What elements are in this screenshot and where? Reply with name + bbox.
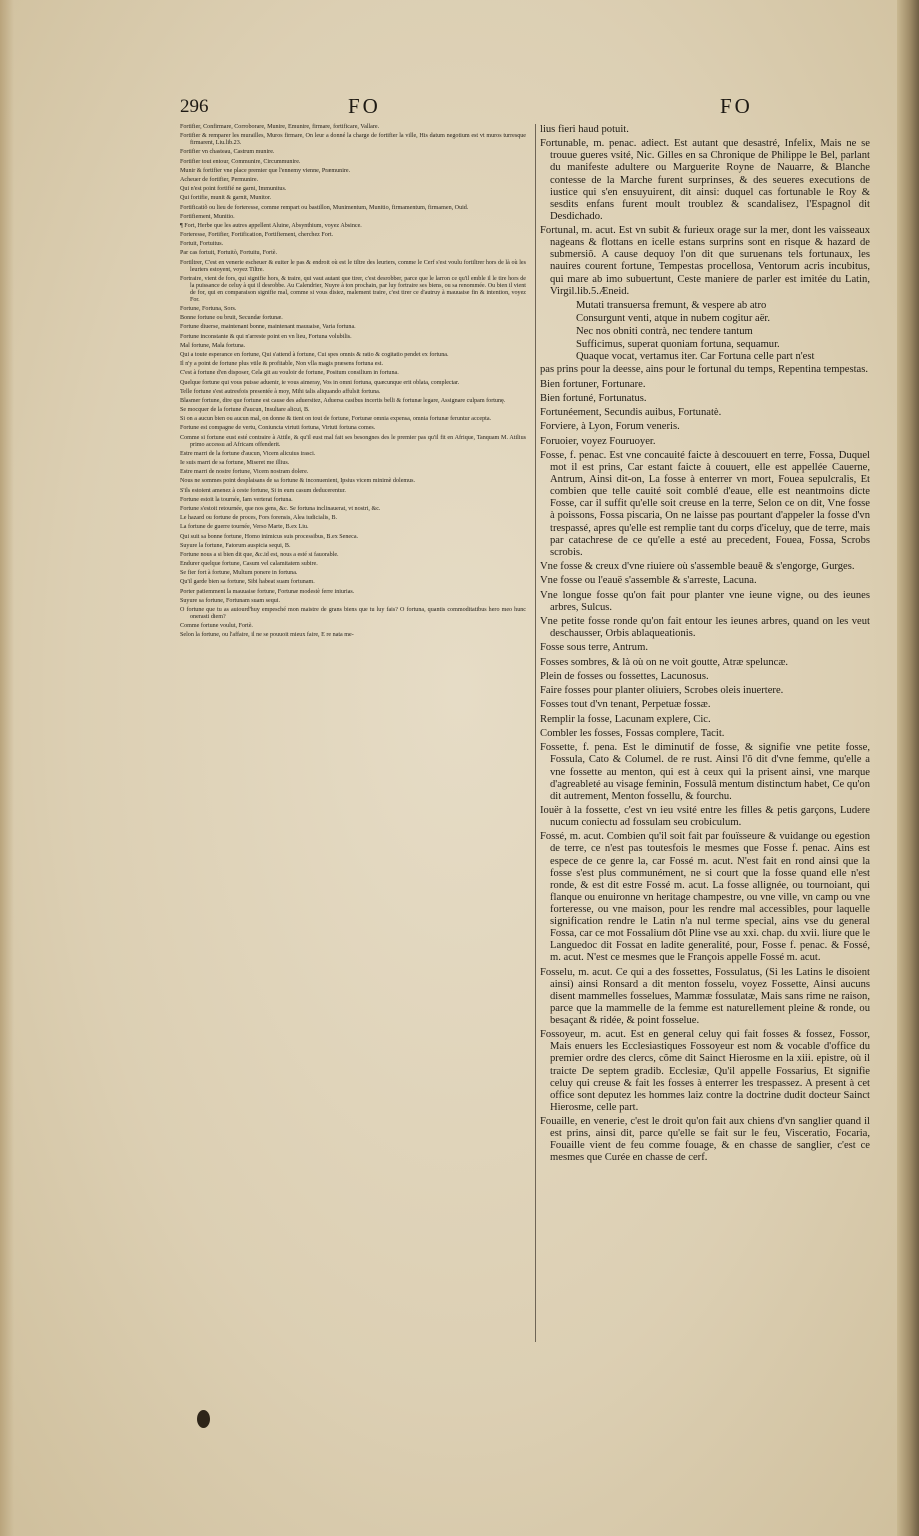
verse-line: Quaque vocat, vertamus iter. Car Fortuna celle part n'est [576, 351, 815, 363]
dictionary-entry: Faire fosses pour planter oliuiers, Scrobes oleis inuertere. [540, 685, 784, 697]
dictionary-entry: Fortunéement, Secundis auibus, Fortunatè. [540, 407, 722, 419]
dictionary-entry: Bien fortuner, Fortunare. [540, 378, 646, 390]
virgil-quotation [540, 300, 870, 364]
dictionary-entry: Estre marri de nostre fortune, Vicem nostram dolere. [180, 469, 309, 476]
verse-line: Consurgunt venti, atque in nubem cogitur aër. [576, 312, 770, 324]
page-edge-shadow [0, 0, 14, 1536]
dictionary-entry: ¶ Fort, Herbe que les autres appellent Aluine, Absynthium, voyez Absince. [180, 222, 362, 229]
dictionary-entry: Fortifier, Confirmare, Corroborare, Munire, Emunire, firmare, fortificare, Vallare. [180, 124, 380, 130]
dictionary-entry: Bonne fortune ou bruit, Secundæ fortunæ. [180, 315, 283, 322]
right-running-head: FO [720, 94, 753, 118]
dictionary-entry: Qui fortifie, munit & garnit, Munitor. [180, 195, 272, 202]
dictionary-entry: Se mocquer de la fortune d'aucun, Insultare alicui, B. [180, 407, 310, 414]
dictionary-entry: Comme si fortune eust esté contraire à Attile, & qu'il eust mal fait ses besongnes des le premier pas qu'il fit en Afrique, Tanquam M. Atilius primo accessu ad Africam offenderit. [180, 434, 526, 448]
dictionary-entry: Combler les fosses, Fossas complere, Tacit. [540, 728, 725, 740]
dictionary-entry: Bien fortuné, Fortunatus. [540, 392, 647, 404]
dictionary-entry: Fortune s'estoit retournée, que nos gens, &c. Se fortuna inclinauerat, vt nostri, &c. [180, 505, 381, 512]
dictionary-entry: Fortuit, Fortuitus. [180, 241, 224, 248]
dictionary-entry: Acheuer de fortifier, Permunire. [180, 176, 259, 183]
dictionary-entry: Fosse sous terre, Antrum. [540, 642, 648, 654]
dictionary-entry: Par cas fortuit, Fortuitò, Fortuitu, Fortè. [180, 250, 277, 257]
dictionary-entry: Mal fortune, Mala fortuna. [180, 342, 246, 349]
left-column [180, 124, 526, 642]
dictionary-entry: Estre marri de la fortune d'aucun, Vicem alicuius irasci. [180, 450, 316, 457]
dictionary-entry: Le hazard ou fortune de proces, Fors forensis, Alea iudicialis, B. [180, 515, 338, 522]
dictionary-entry: Fortune diuerse, maintenant bonne, maintenant mauuaise, Varia fortuna. [180, 324, 356, 331]
dictionary-entry: Porter patiemment la mauuaise fortune, Fortunæ modestè ferre iniurias. [180, 588, 355, 595]
dictionary-entry: Telle fortune s'est autresfois presentée à moy, Mihi talis aliquando affulsit fortuna. [180, 388, 381, 395]
dictionary-entry: Fosselu, m. acut. Ce qui a des fossettes, Fossulatus, (Si les Latins le disoient ainsi) ainsi Ronsard a dit menton fosselu, voyez Fossette, Ainsi aucuns disent mammelles fosselues, Mammæ fossulatæ, Mais sans rime ne raison, parce que la mammelle de la femme est naturellement pleine & ronde, ou besaçant & ridée, & point fosselue. [540, 966, 870, 1026]
dictionary-entry: Suyure sa fortune, Fortunam suam sequi. [180, 597, 281, 604]
right-column-bottom [540, 364, 870, 1164]
dictionary-entry: Qu'il garde bien sa fortune, Sibi habeat suam fortunam. [180, 579, 315, 586]
dictionary-entry: O fortune que tu as auiourd'huy empesché mon maistre de grans biens que tu luy fais? O fortuna, quantis commoditatibus hero meo hunc onerasti diem? [180, 607, 526, 620]
dictionary-entry: Fortifier & remparer les murailles, Muros firmare, On leur a donné la charge de fortifier la ville, His datum negotium est vt muros turresque firmarent, Liu.lib.23. [180, 133, 526, 147]
dictionary-entry: Nous ne sommes point desplaisans de sa fortune & inconuenient, Ipsius vicem minimè dolemus. [180, 478, 416, 485]
dictionary-entry: Fortune, Fortuna, Sors. [180, 306, 237, 312]
dictionary-entry: Fossé, m. acut. Combien qu'il soit fait par fouïsseure & vuidange ou egestion de terre, ce n'est pas toutesfois le mesmes que Fosse f. penac. Ains est espece de ce genre la, car Fossé m. acut. N'est fait en rond ainsi que la fosse s'est plus communément, ne si court que la fosse quand elle n'est ronde, & est dit estre Fossé m. acut. La fosse allignée, ou tournoiant, qui flanque ou enuironne vn heritage champestre, ou vne ville, vn camp ou vne forteresse, ou vne maison, pour les rendre mal accessibles, pour laquelle signification rendre le Latin n'a nul terme special, ains vse du general Fossa, car ce mot Fossalium dõt Pline vse au xxi. chap. du xvii. liure que le Languedoc dit Fossat en ladite generalité, pour, Fosse f. penac. & Fossé, m. acut. N'est ce mesmes que le François appelle Fossé m. acut. [540, 831, 870, 964]
dictionary-entry: Fortunable, m. penac. adiect. Est autant que desastré, Infelix, Mais ne se trouue gueres vsité, Nic. Gilles en sa Chronique de Philippe le Bel, parlant du manifeste adultere ou Marguerite Royne de Nauarre, & Blanche contesse de la Marche furent surprinses, & des seueres executions de iustice qui s'en ensuyuirent, dit ainsi: duquel cas fortunable le Roy & sesdits enfans furent moult troublez & scandalisez, l'Espagnol dit Desdichado. [540, 138, 870, 222]
ink-stain [197, 1410, 210, 1428]
dictionary-entry: Il n'y a point de fortune plus vtile & profitable, Non vlla magis præsens fortuna est. [180, 361, 383, 368]
dictionary-entry: S'ils estoient amenez à ceste fortune, Si in eum casum deducerentur. [180, 487, 346, 494]
dictionary-entry: pas prins pour la deesse, ains pour le fortunal du temps, Repentina tempestas. [540, 364, 869, 376]
right-column [540, 124, 870, 1167]
dictionary-entry: Suyure la fortune, Fatorum auspicia sequi, B. [180, 542, 291, 549]
page-number: 296 [180, 96, 209, 117]
dictionary-entry: Vne fosse ou l'eauë s'assemble & s'arreste, Lacuna. [540, 575, 757, 587]
right-column-top [540, 124, 870, 298]
dictionary-entry: Fortificatiõ ou lieu de forteresse, comme rempart ou bastillon, Munimentum, Munitio, firmamentum, firmamen, Ouid. [180, 204, 469, 211]
dictionary-entry: Remplir la fosse, Lacunam explere, Cic. [540, 713, 711, 725]
dictionary-entry: Fortune inconstante & qui n'arreste point en vn lieu, Fortuna volubilis. [180, 333, 352, 340]
dictionary-entry: lius fieri haud potuit. [540, 124, 629, 135]
dictionary-entry: Blasmer fortune, dire que fortune est cause des aduersitez, Aduersa casibus incertis belli & fortunæ legare, Assignare culpam fortunę. [180, 397, 506, 404]
dictionary-entry: Foruoier, voyez Fouruoyer. [540, 435, 656, 447]
dictionary-entry: Fortifiement, Munitio. [180, 213, 235, 220]
dictionary-entry: Fosse, f. penac. Est vne concauité faicte à descouuert en terre, Fossa, Duquel mot il est prins, Car estant faicte à couuert, elle est appellée Cauerne, Antrum, Ainsi dit-on, La fosse à enterrer vn mort, Fouea sepulcralis, Et combien que telle cauité soit comblé d'eaue, elle est neantmoins dicte Fosse, car il suffit qu'elle soit creuse en la terre, Selon ce on dit, Vne fosse à poissons, Fossa piscaria, On ne laisse pas pourtant d'appeler la fosse d'vn trespassé, apres qu'elle est remplie tant du corps d'iceluy, que de terre, mais par catachrese de ce qu'elle a esté au precedent, Fouea, Fossa, Scrobs scrobis. [540, 450, 870, 558]
dictionary-entry: Fortunal, m. acut. Est vn subit & furieux orage sur la mer, dont les vaisseaux nageans & flottans en icelle estans surprins sont en risque & hazard de submersiõ. A cause dequoy l'on dit que suruenans tels fortunaux, les nauires courent fortune, Tempestas procellosa, Ventorum acris incubitus, qui mare ab imo subuertunt, Ceste maniere de parler est imitée du Latin, Virgil.lib.5.Æneid. [540, 225, 870, 297]
dictionary-entry: Qui n'est point fortifié ne garni, Immunitus. [180, 186, 287, 193]
dictionary-entry: Se fier fort à fortune, Multum ponere in fortuna. [180, 570, 298, 577]
verse-line: Mutati transuersa fremunt, & vespere ab atro [576, 299, 767, 311]
dictionary-entry: Fossoyeur, m. acut. Est en general celuy qui fait fosses & fossez, Fossor, Mais enuers les Ecclesiastiques Fossoyeur est nom & vocable d'office du premier ordre des clercs, cõme dit Sainct Hierosme en la xiii. epistre, où il traicte De septem gradib. Ecclesiæ, Qu'il appelle Fossarius, Et signifie celuy qui creuse & fait les fosses à enterrer les trespassez. A present à cet office sont deputez les hommes laiz contre la doctrine dudit docteur Sainct Hierosme, celle part. [540, 1029, 870, 1113]
verse-line: Sufficimus, superat quoniam fortuna, sequamur. [576, 338, 780, 350]
dictionary-entry: C'est à fortune d'en disposer, Cela git au vouloir de fortune, Positum consilium in fortuna. [180, 370, 399, 377]
dictionary-entry: Comme fortune voulut, Fortè. [180, 623, 253, 630]
dictionary-entry: Vne petite fosse ronde qu'on fait entour les ieunes arbres, quand on les veut deschausser, Orbis ablaqueationis. [540, 615, 870, 640]
dictionary-entry: Fosses tout d'vn tenant, Perpetuæ fossæ. [540, 699, 711, 711]
left-running-head: FO [348, 94, 381, 118]
dictionary-entry: Ie suis marri de sa fortune, Miseret me illius. [180, 460, 290, 466]
dictionary-entry: Munir & fortifier vne place premier que l'ennemy vienne, Præmunire. [180, 167, 351, 174]
dictionary-entry: Selon la fortune, ou l'affaire, il ne se pouuoit mieux faire, E re nata me- [180, 632, 354, 639]
book-gutter [897, 0, 919, 1536]
dictionary-entry: Forteresse, Fortifier, Fortification, Fortifiement, cherchez Fort. [180, 232, 334, 239]
verse-line: Nec nos obniti contrà, nec tendere tantum [576, 325, 753, 337]
dictionary-entry: Qui suit sa bonne fortune, Homo inimicus suis processibus, B.ex Seneca. [180, 533, 359, 540]
dictionary-entry: Fortune est compagne de vertu, Coniuncta virtuti fortuna, Virtuti fortuna comes. [180, 425, 376, 432]
dictionary-entry: Fortifier tout entour, Communire, Circummunire. [180, 158, 301, 165]
dictionary-entry: Qui a toute esperance en fortune, Qui s'attend à fortune, Cui spes omnis & ratio & cogitatio pendet ex fortuna. [180, 351, 449, 358]
dictionary-entry: Quelque fortune qui vous puisse aduenir, ie vous aimeray, Vos in omni fortuna, quæcunque erit oblata, complectar. [180, 379, 460, 386]
dictionary-entry: Fossette, f. pena. Est le diminutif de fosse, & signifie vne petite fosse, Fossula, Cato & Columel. de re rust. Ainsi l'õ dit d'vne femme, qu'elle a vne fossette au menton, qui est à ceux qui la prisent ainsi, vne marque d'agreableté au visage feminin, Fossulâ mentum distinctum habet, Ce qu'on dit autrement, Menton fossellu, & fourchu. [540, 742, 870, 802]
dictionary-entry: Vne fosse & creux d'vne riuiere où s'assemble beauē & s'engorge, Gurges. [540, 561, 855, 573]
dictionary-entry: La fortune de guerre tournée, Verso Marte, B.ex Liu. [180, 524, 309, 531]
dictionary-entry: Fouaille, en venerie, c'est le droit qu'on fait aux chiens d'vn sanglier quand il est prins, ainsi dit, parce qu'elle se fait sur le feu, Visceratio, Focaria, Fouaille vient de feu comme fouage, & en chasse de sanglier, c'est ce mesmes que Curée en chasse de cerf. [540, 1116, 870, 1164]
dictionary-entry: Iouër à la fossette, c'est vn ieu vsité entre les filles & petis garçons, Ludere nucum coniectu ad fossulam seu crobiculum. [540, 804, 870, 829]
dictionary-entry: Forviere, à Lyon, Forum veneris. [540, 421, 680, 433]
dictionary-entry: Fortraire, vient de fors, qui signifie hors, & traire, qui vaut autant que tirer, c'est desrobber, parce que le larron ce qu'il emble il le tire hors de la puissance de celuy à qui il desrobbe. Au Calendrier, Nuyre à ton prochain, par luy fortraire ses biens, ou sa renommée. Ou bien il vient de for, qui en comparaison signifie mal, comme si vous disiez, malement traire, c'est tirer ce d'autruy à mauuaise fin & intention, voyez For. [180, 275, 526, 303]
dictionary-entry: Endurer quelque fortune, Casum vel calamitatem subire. [180, 561, 318, 568]
dictionary-entry: Fortiltrer, C'est en venerie escheuer & euiter le pas & endroit où est le tiltre des leuriers, comme le Cerf s'est voulu fortiltrer hors de là où les leuriers estoyent, voyez Tiltre. [180, 259, 526, 273]
dictionary-entry: Fortune estoit la tournée, Iam verterat fortuna. [180, 496, 293, 503]
dictionary-entry: Fortune nous a si bien dit que, &c.id est, nous a esté si fauorable. [180, 551, 339, 558]
dictionary-entry: Vne longue fosse qu'on fait pour planter vne ieune vigne, ou des ieunes arbres, Sulcus. [540, 589, 870, 613]
dictionary-entry: Plein de fosses ou fossettes, Lacunosus. [540, 670, 709, 682]
dictionary-entry: Si on a aucun bien ou aucun mal, on donne & tient on tout de fortune, Fortunæ omnia expensa, omnia fortunæ feruntur accepta. [180, 416, 492, 423]
dictionary-entry: Fortifier vn chasteau, Castrum munire. [180, 149, 275, 156]
page-header [180, 96, 820, 124]
dictionary-entry: Fosses sombres, & là où on ne voit goutte, Atræ speluncæ. [540, 656, 789, 668]
